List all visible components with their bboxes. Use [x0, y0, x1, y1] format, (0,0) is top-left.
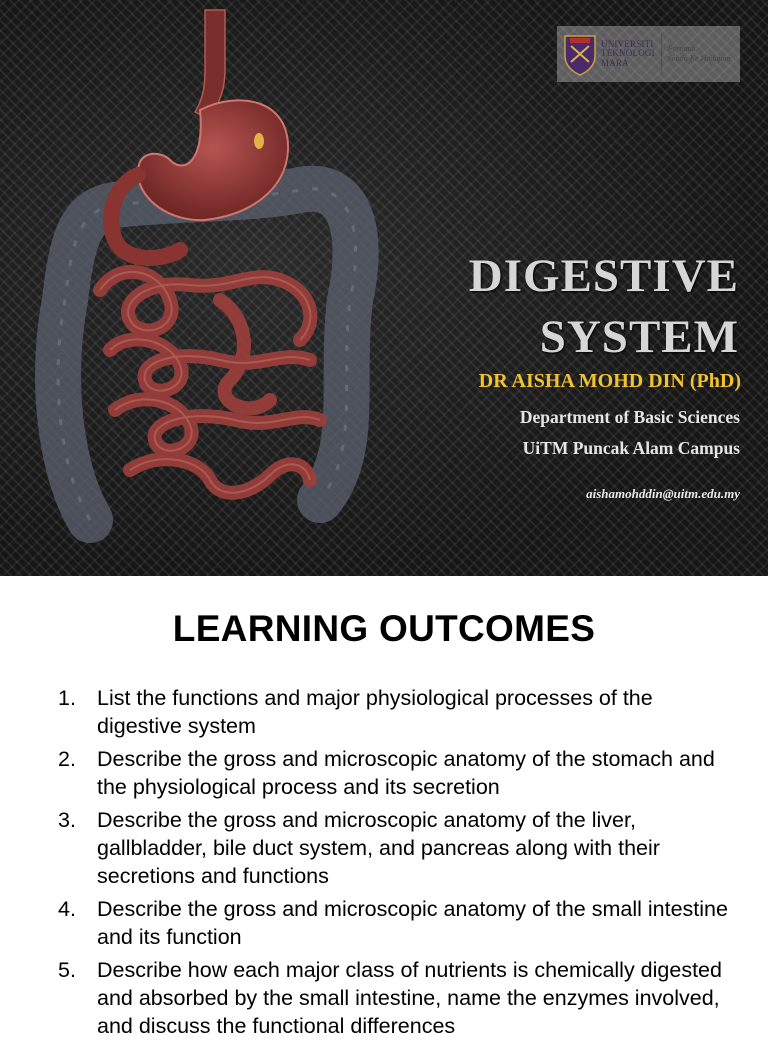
list-item	[0, 956, 768, 1040]
outcomes-title: LEARNING OUTCOMES	[172, 608, 596, 649]
uitm-logo	[557, 26, 740, 82]
list-item-number: 4.	[58, 897, 76, 921]
logo-line1: UNIVERSITI	[601, 38, 654, 49]
uitm-crest-icon	[563, 32, 597, 76]
logo-line3: MARA	[601, 57, 629, 68]
list-item	[0, 895, 768, 951]
logo-wordmark	[601, 40, 655, 68]
list-item	[0, 806, 768, 890]
department-name: Department of Basic Sciences	[519, 407, 740, 427]
list-item-text: Describe the gross and microscopic anatomy of the small intestine and its function	[97, 897, 728, 949]
logo-divider	[661, 34, 662, 74]
logo-tag2: Selalu Ke Hadapan	[667, 54, 731, 63]
list-item-text: Describe how each major class of nutrients is chemically digested and absorbed by the small intestine, name the enzymes involved, and discuss the functional differences	[97, 958, 722, 1038]
list-item-number: 5.	[58, 958, 76, 982]
outcomes-list	[0, 684, 768, 1045]
list-item-number: 1.	[58, 686, 76, 710]
list-item-number: 3.	[58, 808, 76, 832]
list-item-number: 2.	[58, 747, 76, 771]
digestive-organs-illustration	[20, 0, 380, 576]
list-item	[0, 684, 768, 740]
author-email: aishamohddin@uitm.edu.my	[586, 486, 740, 501]
logo-tag1: Pertama	[667, 44, 696, 54]
cover-title-line1: DIGESTIVE	[468, 250, 739, 302]
cover-title	[469, 246, 739, 368]
logo-line2: TEKNOLOGI	[601, 48, 655, 59]
cover-title-line2: SYSTEM	[539, 311, 739, 363]
author-name: DR AISHA MOHD DIN (PhD)	[478, 370, 741, 392]
learning-outcomes-slide	[0, 576, 768, 1038]
list-item	[0, 745, 768, 801]
list-item-text: Describe the gross and microscopic anatomy of the liver, gallbladder, bile duct system, and pancreas along with their secretions and functions	[97, 808, 660, 888]
affiliation	[520, 402, 740, 464]
campus-name: UiTM Puncak Alam Campus	[522, 438, 740, 458]
list-item-text: Describe the gross and microscopic anatomy of the stomach and the physiological process and its secretion	[97, 747, 715, 799]
list-item-text: List the functions and major physiological processes of the digestive system	[97, 686, 653, 738]
logo-tagline	[668, 44, 731, 63]
